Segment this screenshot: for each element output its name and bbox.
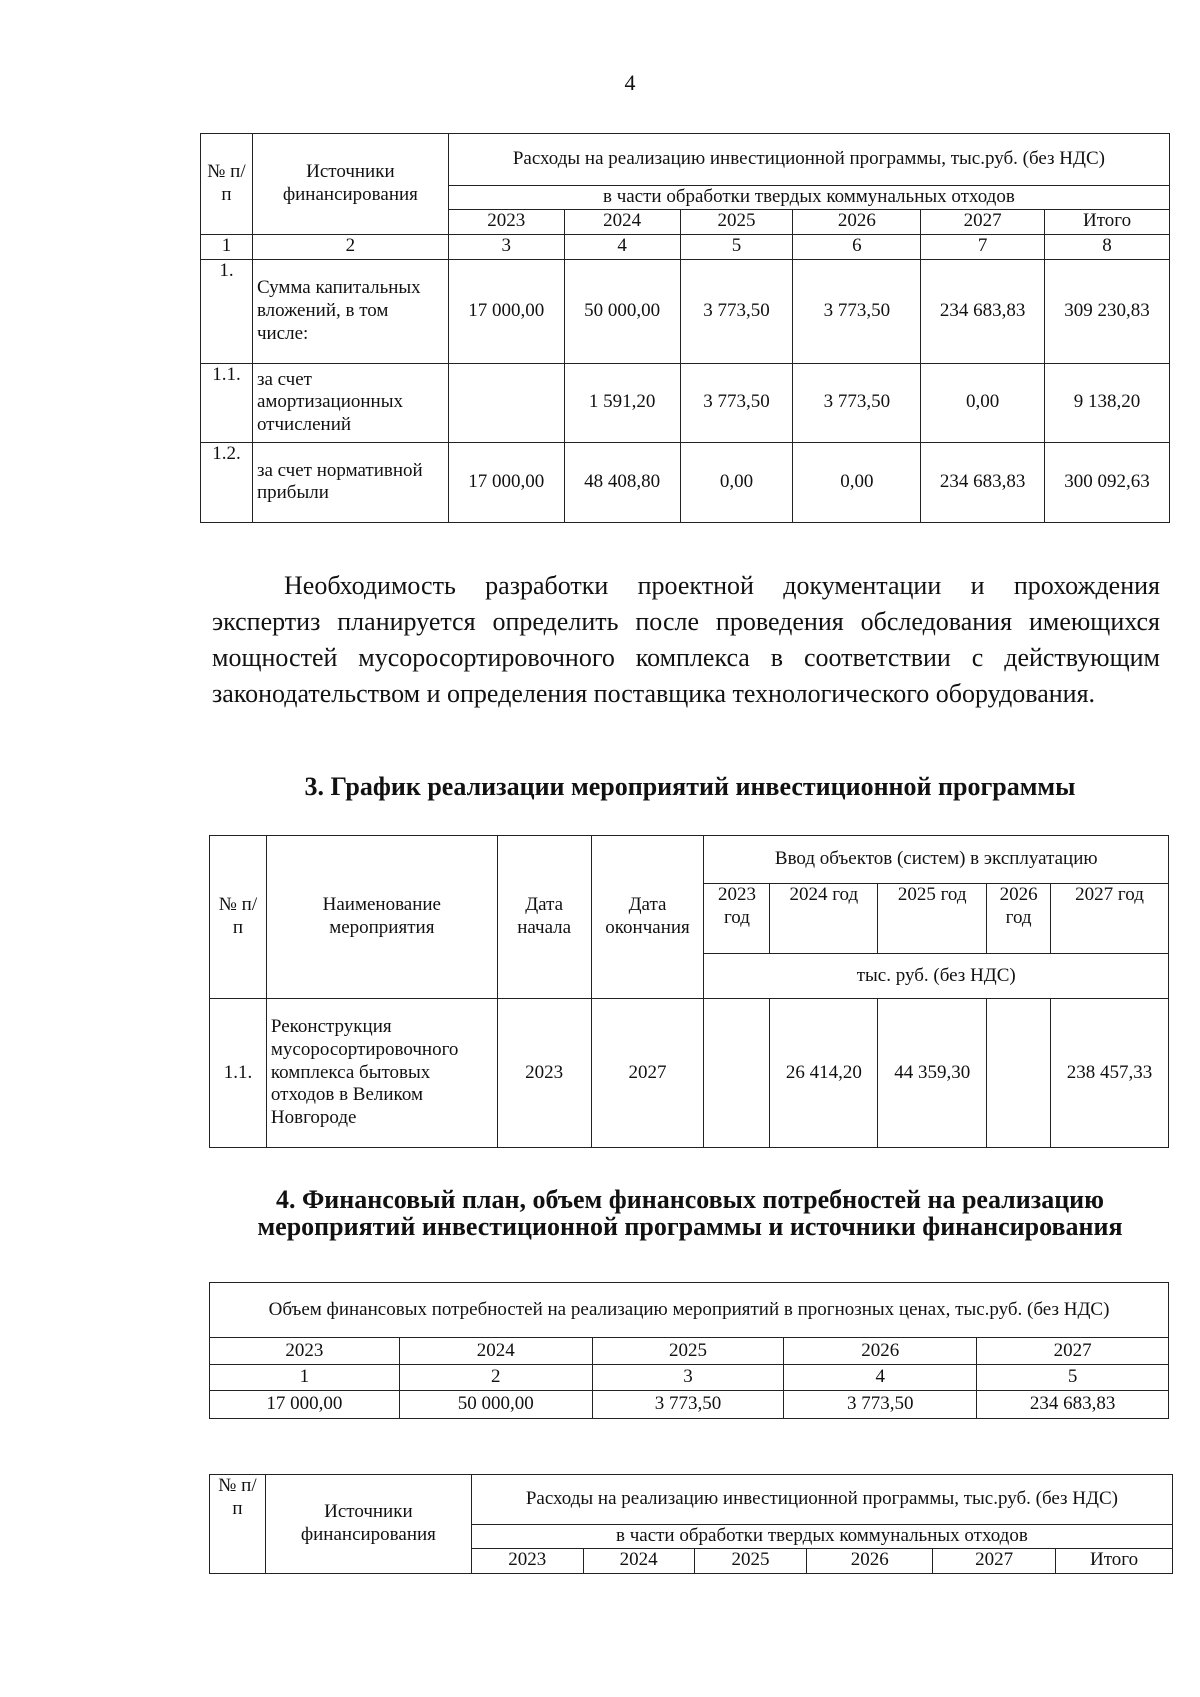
value-cell: 234 683,83 — [977, 1391, 1169, 1419]
value-cell: 300 092,63 — [1045, 442, 1170, 522]
row-number: 1.1. — [210, 999, 267, 1148]
year-header: 2027 — [921, 209, 1045, 234]
year-header: 2026 — [793, 209, 921, 234]
col-number: 3 — [448, 234, 564, 259]
col-number: 7 — [921, 234, 1045, 259]
row-name: Реконструкция мусоросортировочного комплекса бытовых отходов в Великом Новгороде — [266, 999, 497, 1148]
value-cell — [448, 363, 564, 442]
year-header: 2026 год — [987, 884, 1051, 954]
year-header: 2024 — [583, 1548, 694, 1573]
col-number: 5 — [680, 234, 793, 259]
value-cell: 3 773,50 — [680, 363, 793, 442]
value-cell: 9 138,20 — [1045, 363, 1170, 442]
value-cell: 3 773,50 — [793, 363, 921, 442]
row-name: за счет нормативной прибыли — [252, 442, 448, 522]
row-name: Сумма капитальных вложений, в том числе: — [252, 259, 448, 363]
col-header-start: Дата начала — [497, 836, 591, 999]
value-cell: 44 359,30 — [878, 999, 987, 1148]
schedule-table — [209, 835, 1169, 1148]
col-number: 2 — [252, 234, 448, 259]
year-header: 2025 — [680, 209, 793, 234]
col-header-source: Источники финансирования — [252, 134, 448, 235]
header-subtitle: в части обработки твердых коммунальных отходов — [448, 186, 1169, 210]
value-cell: 26 414,20 — [770, 999, 878, 1148]
header-expenses: Расходы на реализацию инвестиционной программы, тыс.руб. (без НДС) — [471, 1475, 1172, 1525]
year-header: 2025 год — [878, 884, 987, 954]
section-heading-4: 4. Финансовый план, объем финансовых потребностей на реализацию мероприятий инвестиционной программы и источники финансирования — [257, 1185, 1123, 1241]
table-row — [201, 442, 1170, 522]
value-cell: 17 000,00 — [448, 442, 564, 522]
year-header: 2023 — [210, 1338, 400, 1365]
value-cell: 17 000,00 — [448, 259, 564, 363]
col-header-no: № п/п — [210, 1475, 266, 1574]
value-cell: 234 683,83 — [921, 442, 1045, 522]
col-number: 8 — [1045, 234, 1170, 259]
col-header-name: Наименование мероприятия — [266, 836, 497, 999]
value-cell: 48 408,80 — [564, 442, 680, 522]
year-header: 2023 — [471, 1548, 583, 1573]
value-cell: 309 230,83 — [1045, 259, 1170, 363]
year-header: 2025 — [592, 1338, 784, 1365]
year-header: 2025 — [694, 1548, 807, 1573]
value-cell: 3 773,50 — [793, 259, 921, 363]
col-header-end: Дата окончания — [591, 836, 704, 999]
year-header: 2027 — [933, 1548, 1056, 1573]
value-cell: 3 773,50 — [680, 259, 793, 363]
table-row — [210, 999, 1169, 1148]
col-number: 6 — [793, 234, 921, 259]
total-header: Итого — [1056, 1548, 1173, 1573]
col-header-no: № п/п — [201, 134, 253, 235]
header-subtitle: в части обработки твердых коммунальных отходов — [471, 1525, 1172, 1549]
value-cell: 0,00 — [680, 442, 793, 522]
table-row — [210, 1391, 1169, 1419]
value-cell: 3 773,50 — [784, 1391, 977, 1419]
col-header-source: Источники финансирования — [265, 1475, 471, 1574]
units-row: тыс. руб. (без НДС) — [704, 954, 1169, 999]
col-number: 1 — [201, 234, 253, 259]
col-number: 2 — [399, 1365, 592, 1391]
value-cell: 3 773,50 — [592, 1391, 784, 1419]
header-commissioning: Ввод объектов (систем) в эксплуатацию — [704, 836, 1169, 884]
col-number: 4 — [784, 1365, 977, 1391]
row-name: за счет амортизационных отчислений — [252, 363, 448, 442]
row-number: 1.1. — [201, 363, 253, 442]
col-number: 5 — [977, 1365, 1169, 1391]
year-header: 2026 — [807, 1548, 933, 1573]
financial-needs-table — [209, 1282, 1169, 1419]
value-cell: 234 683,83 — [921, 259, 1045, 363]
table-row — [201, 259, 1170, 363]
value-cell: 0,00 — [921, 363, 1045, 442]
col-number: 1 — [210, 1365, 400, 1391]
value-cell: 50 000,00 — [399, 1391, 592, 1419]
year-header: 2026 — [784, 1338, 977, 1365]
value-cell: 238 457,33 — [1051, 999, 1169, 1148]
body-paragraph: Необходимость разработки проектной документации и прохождения экспертиз планируется определить после проведения обследования имеющихся мощностей мусоросортировочного комплекса в соответствии с действующим законодательством и определения поставщика технологического оборудования. — [212, 571, 1160, 708]
year-header: 2024 — [564, 209, 680, 234]
col-number: 3 — [592, 1365, 784, 1391]
row-start: 2023 — [497, 999, 591, 1148]
row-end: 2027 — [591, 999, 704, 1148]
header-expenses: Расходы на реализацию инвестиционной программы, тыс.руб. (без НДС) — [448, 134, 1169, 186]
row-number: 1.2. — [201, 442, 253, 522]
value-cell — [987, 999, 1051, 1148]
investment-costs-table — [200, 133, 1170, 523]
row-number: 1. — [201, 259, 253, 363]
year-header: 2024 год — [770, 884, 878, 954]
year-header: 2023 — [448, 209, 564, 234]
value-cell: 1 591,20 — [564, 363, 680, 442]
value-cell: 50 000,00 — [564, 259, 680, 363]
section-heading-3: 3. График реализации мероприятий инвестиционной программы — [304, 772, 1076, 801]
year-header: 2027 — [977, 1338, 1169, 1365]
value-cell — [704, 999, 770, 1148]
page-number: 4 — [624, 70, 636, 95]
year-header: 2024 — [399, 1338, 592, 1365]
value-cell: 0,00 — [793, 442, 921, 522]
table-row — [201, 363, 1170, 442]
header-financial-needs: Объем финансовых потребностей на реализацию мероприятий в прогнозных ценах, тыс.руб. (без НДС) — [210, 1283, 1169, 1338]
value-cell: 17 000,00 — [210, 1391, 400, 1419]
investment-costs-table-continued — [209, 1474, 1173, 1574]
year-header: 2027 год — [1051, 884, 1169, 954]
col-header-no: № п/п — [210, 836, 267, 999]
col-number: 4 — [564, 234, 680, 259]
total-header: Итого — [1045, 209, 1170, 234]
year-header: 2023 год — [704, 884, 770, 954]
